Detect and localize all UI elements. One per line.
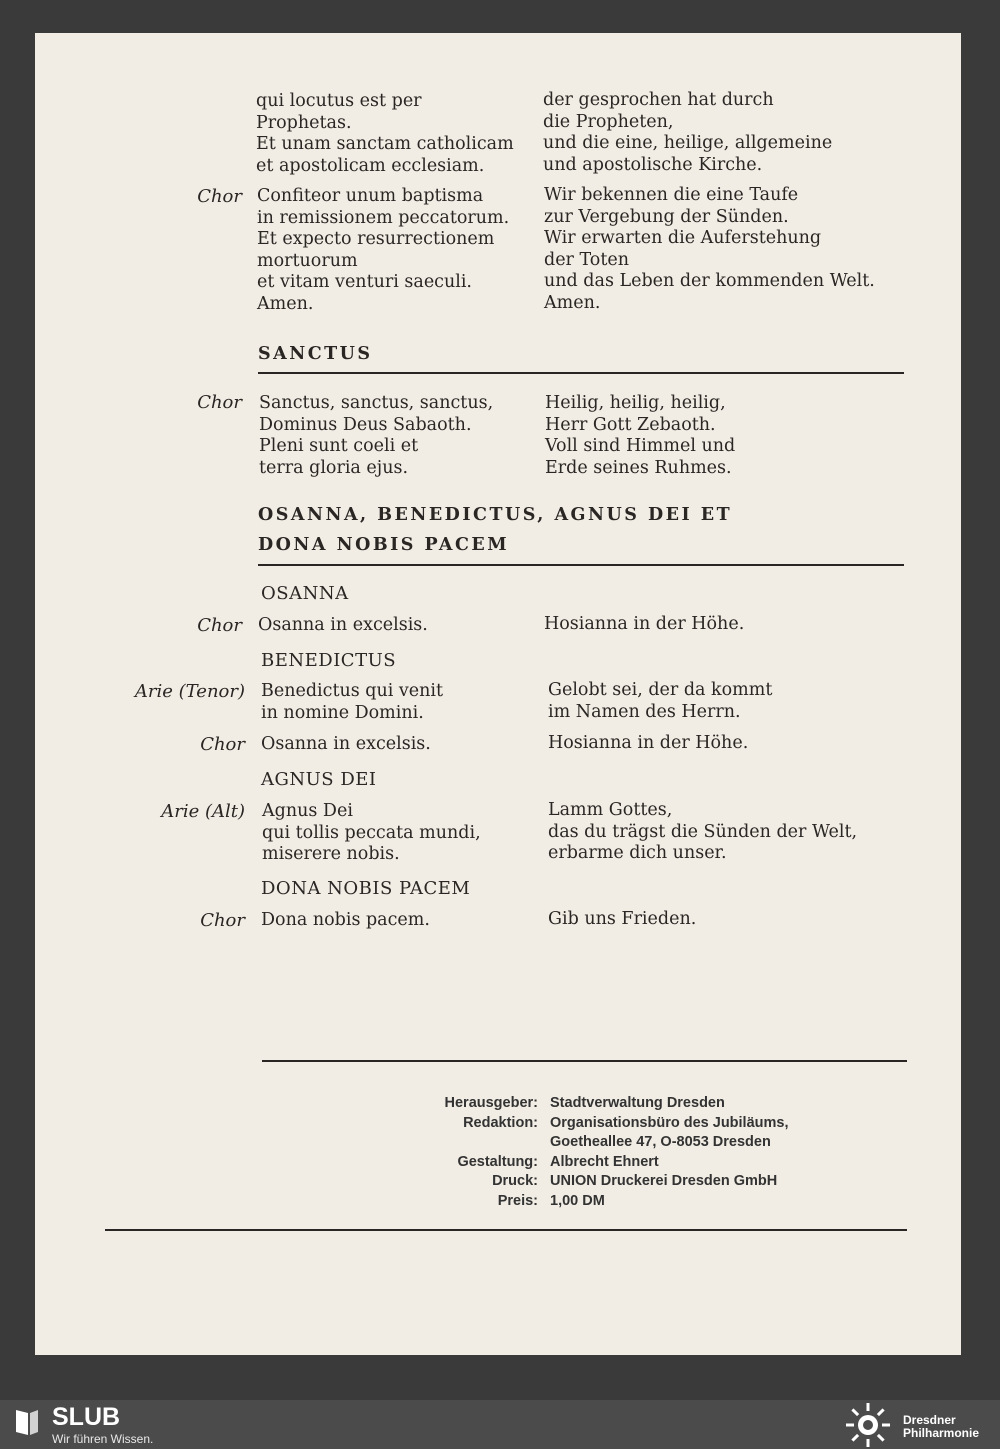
agnus-latin: Agnus Dei qui tollis peccata mundi, miserere nobis. bbox=[262, 801, 481, 865]
benedictus-osanna-german: Hosianna in der Höhe. bbox=[548, 733, 749, 753]
credo-german-2: Wir bekennen die eine Taufe zur Vergebung der Sünden. Wir erwarten die Auferstehung der Toten und das Leben der kommenden Welt. Amen. bbox=[544, 185, 875, 313]
slub-logo-icon bbox=[14, 1407, 40, 1437]
subheading-osanna: OSANNA bbox=[261, 583, 349, 604]
voice-label: Arie (Tenor) bbox=[134, 681, 245, 702]
subheading-agnus-dei: AGNUS DEI bbox=[261, 769, 377, 790]
bottom-divider bbox=[105, 1229, 907, 1231]
subheading-dona-nobis-pacem: DONA NOBIS PACEM bbox=[261, 878, 471, 899]
imprint-labels: Herausgeber: Redaktion: Gestaltung: Druck: Preis: bbox=[444, 1095, 538, 1209]
voice-label: Chor bbox=[197, 186, 242, 207]
voice-label: Chor bbox=[197, 392, 242, 413]
credo-latin-2: Confiteor unum baptisma in remissionem peccatorum. Et expecto resurrectionem mortuorum et vitam venturi saeculi. Amen. bbox=[257, 186, 510, 314]
sanctus-latin: Sanctus, sanctus, sanctus, Dominus Deus Sabaoth. Pleni sunt coeli et terra gloria ejus. bbox=[259, 393, 494, 478]
voice-label: Chor bbox=[197, 615, 242, 636]
osanna-german: Hosianna in der Höhe. bbox=[544, 614, 745, 634]
section-divider bbox=[258, 372, 904, 374]
philharmonie-logo-icon bbox=[843, 1402, 893, 1448]
sanctus-german: Heilig, heilig, heilig, Herr Gott Zebaoth. Voll sind Himmel und Erde seines Ruhmes. bbox=[545, 393, 736, 478]
slub-tagline: Wir führen Wissen. bbox=[52, 1432, 154, 1446]
imprint-divider bbox=[262, 1060, 907, 1062]
osanna-latin: Osanna in excelsis. bbox=[258, 615, 428, 635]
philharmonie-name: Dresdner Philharmonie bbox=[903, 1413, 980, 1440]
viewer-footer bbox=[0, 1400, 1000, 1449]
benedictus-german: Gelobt sei, der da kommt im Namen des Herrn. bbox=[548, 680, 773, 722]
dona-latin: Dona nobis pacem. bbox=[261, 910, 430, 930]
section-heading-line-2: DONA NOBIS PACEM bbox=[258, 535, 510, 555]
agnus-german: Lamm Gottes, das du trägst die Sünden der Welt, erbarme dich unser. bbox=[548, 800, 858, 864]
voice-label: Arie (Alt) bbox=[161, 801, 245, 822]
subheading-benedictus: BENEDICTUS bbox=[261, 650, 397, 671]
credo-german-1: der gesprochen hat durch die Propheten, und die eine, heilige, allgemeine und apostolische Kirche. bbox=[543, 90, 833, 175]
credo-latin-1: qui locutus est per Prophetas. Et unam sanctam catholicam et apostolicam ecclesiam. bbox=[256, 91, 514, 176]
voice-label: Chor bbox=[200, 910, 245, 931]
slub-name: SLUB bbox=[52, 1403, 121, 1431]
section-heading-sanctus: SANCTUS bbox=[258, 344, 373, 364]
imprint-values: Stadtverwaltung Dresden Organisationsbüro des Jubiläums, Goetheallee 47, O-8053 Dresden Albrecht Ehnert UNION Druckerei Dresden GmbH 1,00 DM bbox=[550, 1095, 789, 1209]
section-divider bbox=[258, 564, 904, 566]
benedictus-osanna-latin: Osanna in excelsis. bbox=[261, 734, 431, 754]
voice-label: Chor bbox=[200, 734, 245, 755]
section-heading-line-1: OSANNA, BENEDICTUS, AGNUS DEI ET bbox=[258, 505, 733, 525]
dona-german: Gib uns Frieden. bbox=[548, 909, 697, 929]
benedictus-latin: Benedictus qui venit in nomine Domini. bbox=[261, 681, 444, 723]
